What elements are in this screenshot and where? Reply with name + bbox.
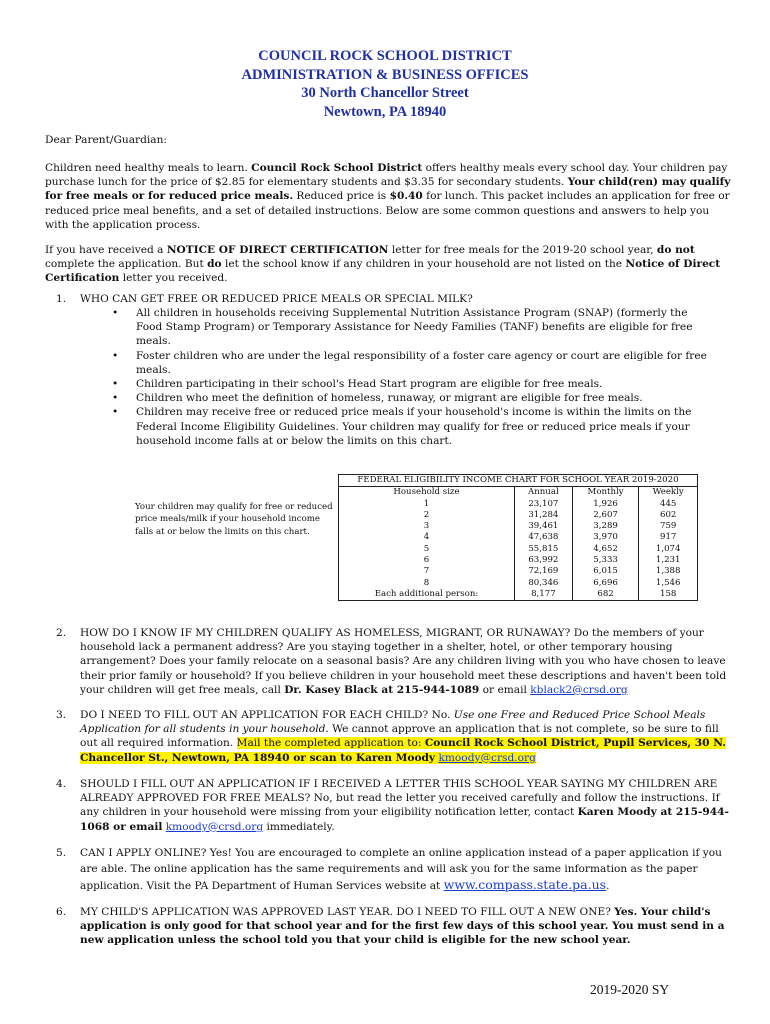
list-item: • Foster children who are under the legal responsibility of a foster care agency or court are eligible for free meals.	[112, 349, 712, 377]
table-cell: 8,177	[514, 589, 572, 601]
table-cell: 72,169	[514, 566, 572, 577]
table-cell: 2	[339, 510, 515, 521]
table-cell: 3,289	[572, 521, 639, 532]
school-year-footer: 2019-2020 SY	[590, 982, 670, 997]
question-homeless: HOW DO I KNOW IF MY CHILDREN QUALIFY AS HOMELESS, MIGRANT, OR RUNAWAY? Do the members of your household lack a permanent address? Are you staying together in a shelter, hotel, or other temporary housing arrangement? Does your family relocate on a seasonal basis? Are any children living with you who have chosen to leave their prior family or household? If you believe children in your household meet these descriptions and haven't been told your children will get free meals, call Dr. Kasey Black at 215-944-1089 or email kblack2@crsd.org	[80, 627, 727, 696]
direct-certification-notice: If you have received a NOTICE OF DIRECT CERTIFICATION letter for free meals for the 2019-20 school year, do not complete the application. But do let the school know if any children in your household are not listed on the Notice of Direct Certification letter you received.	[45, 244, 721, 285]
question-title: WHO CAN GET FREE OR REDUCED PRICE MEALS OR SPECIAL MILK?	[80, 293, 473, 305]
office-name: ADMINISTRATION & BUSINESS OFFICES	[241, 66, 529, 83]
question-number: 3.	[56, 709, 67, 721]
table-row	[339, 589, 698, 601]
table-cell: 2,607	[572, 510, 639, 521]
question-apply-online: CAN I APPLY ONLINE? Yes! You are encouraged to complete an online application instead of a paper application if you are able. The online application has the same requirements and will ask you for the same information as the paper application. Visit the PA Department of Human Services website at www.compass.state.pa.us.	[80, 847, 722, 892]
table-cell: 47,638	[514, 532, 572, 543]
greeting: Dear Parent/Guardian:	[45, 134, 168, 146]
table-cell: 1	[339, 499, 515, 510]
column-header: Household size	[339, 487, 515, 499]
question-approved-letter: SHOULD I FILL OUT AN APPLICATION IF I RECEIVED A LETTER THIS SCHOOL YEAR SAYING MY CHILDREN ARE ALREADY APPROVED FOR FREE MEALS? No, but read the letter you received carefully and follow the instructions. If any children in your household were missing from your eligibility notification letter, contact Karen Moody at 215-944-1068 or email kmoody@crsd.org immediately.	[80, 778, 729, 833]
list-item: • All children in households receiving Supplemental Nutrition Assistance Program (SNAP) (formerly the Food Stamp Program) or Temporary Assistance for Needy Families (TANF) benefits are eligible for free meals.	[112, 306, 712, 349]
question-number: 5.	[56, 847, 67, 859]
question-new-application: MY CHILD'S APPLICATION WAS APPROVED LAST YEAR. DO I NEED TO FILL OUT A NEW ONE? Yes. Your child's application is only good for that school year and for the first few days of this school year. You must send in a new application unless the school told you that your child is eligible for the new school year.	[80, 906, 725, 947]
district-name: COUNCIL ROCK SCHOOL DISTRICT	[258, 48, 512, 64]
table-cell: 6	[339, 555, 515, 566]
table-row	[339, 566, 698, 577]
table-cell: Each additional person:	[339, 589, 515, 601]
table-row	[339, 499, 698, 510]
table-cell: 759	[639, 521, 698, 532]
table-cell: 917	[639, 532, 698, 543]
table-cell: 7	[339, 566, 515, 577]
table-cell: 3,970	[572, 532, 639, 543]
question-number: 1.	[56, 293, 67, 305]
chart-side-note: Your children may qualify for free or reduced price meals/milk if your household income falls at or below the limits on this chart.	[135, 502, 333, 537]
table-cell: 23,107	[514, 499, 572, 510]
question-number: 4.	[56, 778, 67, 790]
column-header: Annual	[514, 487, 572, 499]
table-cell: 1,388	[639, 566, 698, 577]
table-cell: 55,815	[514, 544, 572, 555]
table-cell: 6,015	[572, 566, 639, 577]
table-row	[339, 544, 698, 555]
table-cell: 4	[339, 532, 515, 543]
table-row	[339, 532, 698, 543]
table-cell: 602	[639, 510, 698, 521]
table-cell: 3	[339, 521, 515, 532]
table-row	[339, 521, 698, 532]
website-link[interactable]: www.compass.state.pa.us	[443, 877, 607, 892]
table-row	[339, 555, 698, 566]
question-each-child: DO I NEED TO FILL OUT AN APPLICATION FOR EACH CHILD? No. Use one Free and Reduced Price School Meals Application for all students in your household. We cannot approve an application that is not complete, so be sure to fill out all required information. Mail the completed application to: Council Rock School District, Pupil Services, 30 N. Chancellor St., Newtown, PA 18940 or scan to Karen Moody kmoody@crsd.org	[80, 709, 726, 764]
table-cell: 682	[572, 589, 639, 601]
table-row	[339, 578, 698, 589]
table-cell: 8	[339, 578, 515, 589]
email-link[interactable]: kmoody@crsd.org	[438, 751, 536, 764]
table-cell: 5,333	[572, 555, 639, 566]
table-cell: 5	[339, 544, 515, 555]
column-header: Weekly	[639, 487, 698, 499]
intro-paragraph: Children need healthy meals to learn. Council Rock School District offers healthy meals every school day. Your children pay purchase lunch for the price of $2.85 for elementary students and $3.35 for secondary students. Your child(ren) may qualify for free meals or for reduced price meals. Reduced price is $0.40 for lunch. This packet includes an application for free or reduced price meal benefits, and a set of detailed instructions. Below are some common questions and answers to help you with the application process.	[45, 162, 731, 231]
list-item: • Children who meet the definition of homeless, runaway, or migrant are eligible for free meals.	[112, 391, 712, 405]
table-cell: 39,461	[514, 521, 572, 532]
table-cell: 80,346	[514, 578, 572, 589]
income-eligibility-table	[338, 474, 698, 601]
table-row	[339, 510, 698, 521]
table-cell: 158	[639, 589, 698, 601]
table-cell: 1,546	[639, 578, 698, 589]
table-cell: 63,992	[514, 555, 572, 566]
list-item: • Children may receive free or reduced price meals if your household's income is within the limits on the Federal Income Eligibility Guidelines. Your children may qualify for free or reduced price meals if your household income falls at or below the limits on this chart.	[112, 405, 712, 448]
table-cell: 31,284	[514, 510, 572, 521]
email-link[interactable]: kblack2@crsd.org	[530, 683, 628, 696]
question-number: 6.	[56, 906, 67, 918]
eligibility-list	[112, 306, 712, 448]
city-state-zip: Newtown, PA 18940	[323, 103, 447, 120]
email-link[interactable]: kmoody@crsd.org	[165, 820, 264, 833]
table-cell: 4,652	[572, 544, 639, 555]
table-cell: 445	[639, 499, 698, 510]
question-number: 2.	[56, 627, 67, 639]
list-item: • Children participating in their school's Head Start program are eligible for free meals.	[112, 377, 712, 391]
table-cell: 1,926	[572, 499, 639, 510]
letterhead	[0, 47, 770, 121]
street-address: 30 North Chancellor Street	[301, 85, 469, 101]
table-cell: 1,231	[639, 555, 698, 566]
table-title: FEDERAL ELIGIBILITY INCOME CHART FOR SCHOOL YEAR 2019-2020	[339, 475, 698, 487]
table-cell: 6,696	[572, 578, 639, 589]
table-cell: 1,074	[639, 544, 698, 555]
column-header: Monthly	[572, 487, 639, 499]
